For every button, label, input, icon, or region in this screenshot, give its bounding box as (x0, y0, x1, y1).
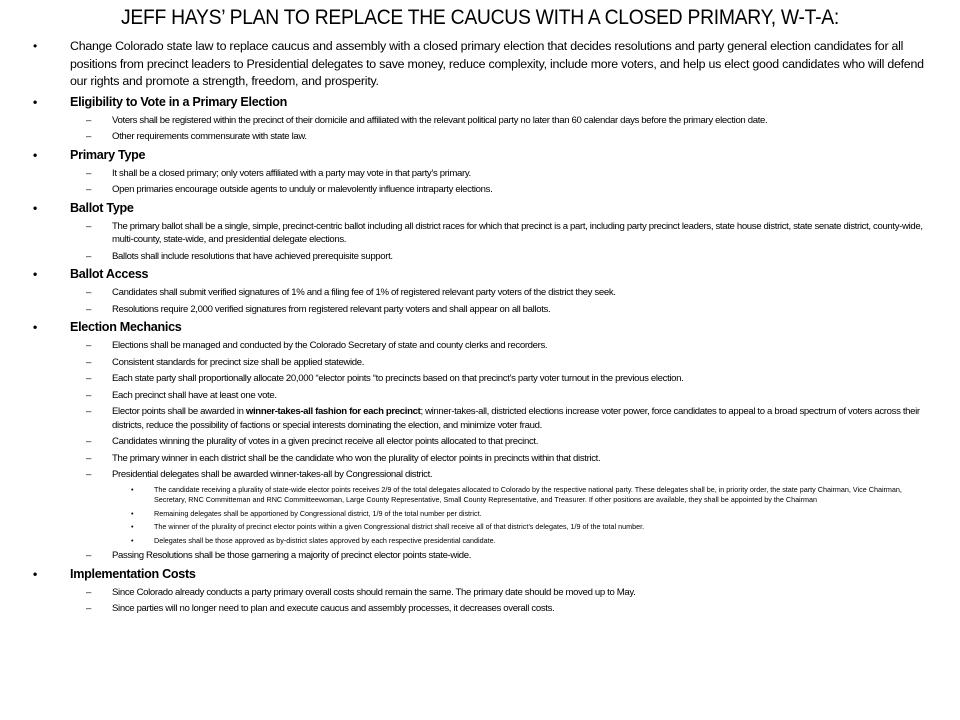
section-heading: • Ballot Type (33, 200, 134, 215)
section-implementation-costs (0, 566, 960, 616)
dash-icon: – (86, 220, 91, 232)
list-item: – Voters shall be registered within the precinct of their domicile and affiliated with the relevant political party no later than 60 calendar days before the primary election date. (86, 114, 768, 126)
list-item: – Each precinct shall have at least one vote. (86, 389, 277, 401)
dash-icon: – (86, 287, 91, 298)
list-item: – The primary ballot shall be a single, simple, precinct-centric ballot including all district races for which that precinct is a part, including party precinct leaders, state house district, state senate district, county-wide, multi-county, state-wide, and presidential delegate elections. (86, 220, 923, 245)
dash-icon: – (86, 603, 91, 614)
dash-icon: – (86, 389, 91, 401)
list-item: – Passing Resolutions shall be those garnering a majority of precinct elector points state-wide. (86, 550, 472, 561)
section-heading: • Election Mechanics (33, 320, 182, 334)
bullet-icon: • (131, 535, 134, 545)
intro-text: Change Colorado state law to replace caucus and assembly with a closed primary election that decides resolutions and party general election candidates for all positions from precinct leaders to Presidential delegates to save money, reduce complexity, include more voters, and help us elect good candidates who will defend our rights and promote a strength, freedom, and prosperity. (70, 39, 924, 88)
dash-icon: – (86, 167, 91, 179)
list-item: – Consistent standards for precinct size shall be applied statewide. (86, 356, 365, 368)
list-item: – The primary winner in each district shall be the candidate who won the plurality of elector points in precincts within that district. (86, 452, 601, 464)
bullet-icon: • (33, 267, 37, 281)
dash-icon: – (86, 406, 91, 417)
list-item: – Ballots shall include resolutions that have achieved prerequisite support. (86, 250, 393, 262)
delegate-detail-item: • The winner of the plurality of precinct elector points within a given Congressional district shall receive all of that district’s delegates, 1/9 of the total number. (131, 522, 645, 531)
dash-icon: – (86, 250, 91, 262)
dash-icon: – (86, 550, 91, 561)
bullet-icon: • (33, 39, 37, 53)
list-item: – Resolutions require 2,000 verified signatures from registered relevant party voters and shall appear on all ballots. (86, 303, 551, 315)
dash-icon: – (86, 436, 91, 447)
list-item: – Candidates winning the plurality of votes in a given precinct receive all elector points allocated to that precinct. (86, 436, 539, 447)
list-item: – Other requirements commensurate with state law. (86, 131, 307, 142)
list-item: – Elections shall be managed and conducted by the Colorado Secretary of state and county clerks and recorders. (86, 340, 548, 351)
dash-icon: – (86, 184, 91, 195)
list-item: – Presidential delegates shall be awarded winner-takes-all by Congressional district. (86, 469, 433, 480)
list-item: – It shall be a closed primary; only voters affiliated with a party may vote in that party’s primary. (86, 167, 471, 179)
bullet-icon: • (33, 200, 37, 215)
dash-icon: – (86, 114, 91, 126)
list-item: – Each state party shall proportionally allocate 20,000 “elector points “to precincts based on that precinct’s party voter turnout in the previous election. (86, 373, 684, 384)
dash-icon: – (86, 452, 91, 464)
bullet-icon: • (33, 566, 37, 581)
dash-icon: – (86, 586, 91, 598)
bullet-icon: • (33, 94, 37, 109)
section-eligibility (0, 94, 960, 144)
delegate-detail-item: • The candidate receiving a plurality of state-wide elector points receives 2/9 of the total delegates allocated to Colorado by the respective national party. These delegates shall be, in priority order, the state party Chairman, Vice Chairman, Secretary, RNC Committeman and RNC Committeewoman, Large County Representative, Small County Representative, and Treasurer. If other positions are available, they shall be appointed by the Chairman (131, 484, 902, 504)
dash-icon: – (86, 469, 91, 480)
section-heading: • Implementation Costs (33, 566, 196, 581)
dash-icon: – (86, 131, 91, 142)
dash-icon: – (86, 373, 91, 384)
list-item: – Candidates shall submit verified signatures of 1% and a filing fee of 1% of registered relevant party voters of the district they seek. (86, 287, 616, 298)
section-election-mechanics (0, 319, 960, 563)
bullet-icon: • (131, 508, 134, 518)
section-ballot-type (0, 200, 960, 264)
slide-content (0, 38, 960, 616)
delegate-detail-item: • Delegates shall be those approved as by-district slates approved by each respective presidential candidate. (131, 535, 496, 545)
section-ballot-access (0, 266, 960, 316)
page-title: JEFF HAYS’ PLAN TO REPLACE THE CAUCUS WITH A CLOSED PRIMARY, W-T-A: (120, 6, 839, 29)
bullet-icon: • (33, 147, 37, 162)
section-heading: • Ballot Access (33, 267, 149, 281)
list-item-winner-takes-all: – Elector points shall be awarded in winner-takes-all fashion for each precinct; winner-takes-all, districted elections increase voter power, force candidates to appeal to a broad spectrum of voters across their districts, reduce the possibility of factions or special interests dominating the election, and minimize voter fraud. (86, 406, 920, 431)
list-item: – Open primaries encourage outside agents to unduly or malevolently influence intraparty elections. (86, 184, 493, 195)
section-primary-type (0, 147, 960, 197)
dash-icon: – (86, 303, 91, 315)
section-heading: • Primary Type (33, 147, 146, 162)
bullet-icon: • (131, 522, 134, 531)
list-item: – Since Colorado already conducts a party primary overall costs should remain the same. The primary date should be moved up to May. (86, 586, 636, 598)
dash-icon: – (86, 356, 91, 368)
dash-icon: – (86, 340, 91, 351)
intro-bullet (0, 38, 960, 91)
emphasis-text: winner-takes-all fashion for each precinct (245, 406, 421, 417)
delegate-detail-item: • Remaining delegates shall be apportioned by Congressional district, 1/9 of the total number per district. (131, 508, 482, 518)
bullet-icon: • (131, 484, 134, 494)
section-heading: • Eligibility to Vote in a Primary Election (33, 94, 288, 109)
bullet-icon: • (33, 320, 37, 334)
list-item: – Since parties will no longer need to plan and execute caucus and assembly processes, it decreases overall costs. (86, 603, 555, 614)
